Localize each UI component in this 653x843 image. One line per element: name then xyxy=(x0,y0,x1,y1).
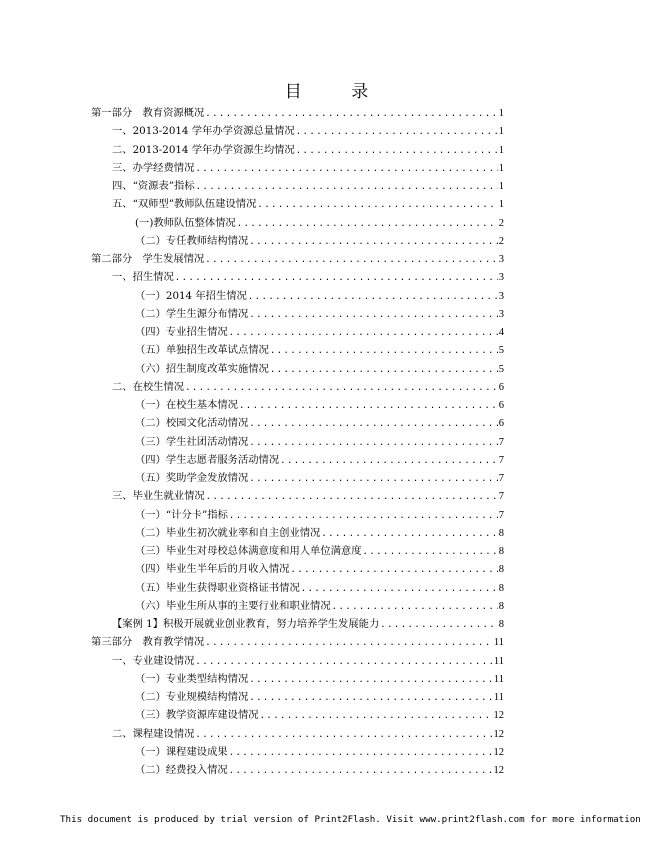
toc-entry-level-2[interactable] xyxy=(91,141,504,159)
toc-dot-leader xyxy=(229,744,493,762)
toc-page-number: 3 xyxy=(498,308,504,320)
toc-page-number: 2 xyxy=(498,235,504,247)
toc-entry-level-3[interactable] xyxy=(91,579,504,597)
toc-page-number: 6 xyxy=(498,418,504,430)
toc-page-number: 4 xyxy=(498,327,504,338)
toc-dot-leader xyxy=(175,269,498,287)
toc-dot-leader xyxy=(205,251,497,269)
toc-page-number: 11 xyxy=(493,692,504,703)
toc-dot-leader xyxy=(206,488,498,506)
toc-entry-label: 第三部分 教育教学情况 xyxy=(91,636,205,649)
toc-page-number: 7 xyxy=(498,454,504,466)
toc-page-number: 8 xyxy=(498,619,504,630)
toc-page-number: 1 xyxy=(498,199,504,211)
toc-entry-label: 【案例 1】积极开展就业创业教育，努力培养学生发展能力 xyxy=(112,618,380,630)
toc-entry-label: 二、课程建设情况 xyxy=(112,727,195,740)
toc-page-number: 5 xyxy=(498,363,504,375)
toc-dot-leader xyxy=(301,580,498,598)
toc-dot-leader xyxy=(205,105,497,123)
toc-page-number: 3 xyxy=(498,254,504,265)
toc-entry-label: （五）毕业生获得职业资格证书情况 xyxy=(135,581,300,594)
toc-page-number: 1 xyxy=(498,181,504,192)
toc-page-number: 1 xyxy=(498,126,504,138)
toc-dot-leader xyxy=(248,288,498,306)
toc-entry-level-2[interactable] xyxy=(91,122,504,140)
toc-page-number: 8 xyxy=(498,546,504,557)
toc-entry-level-3[interactable] xyxy=(91,597,504,615)
toc-dot-leader xyxy=(380,616,498,634)
toc-dot-leader xyxy=(229,507,498,525)
toc-entry-level-3[interactable] xyxy=(91,670,504,688)
toc-dot-leader xyxy=(257,196,497,214)
toc-entry-level-3[interactable] xyxy=(91,214,504,232)
toc-dot-leader xyxy=(249,689,493,707)
toc-entry-level-3[interactable] xyxy=(91,706,504,724)
toc-entry-level-3[interactable] xyxy=(91,451,504,469)
toc-entry-label: （一）“计分卡”指标 xyxy=(135,508,228,521)
toc-entry-label: （一）专业类型结构情况 xyxy=(135,672,249,685)
toc-dot-leader xyxy=(249,671,493,689)
toc-entry-label: （三）学生社团活动情况 xyxy=(135,435,249,448)
toc-entry-label: （三）毕业生对母校总体满意度和用人单位满意度 xyxy=(135,545,362,557)
toc-page-number: 12 xyxy=(493,710,504,722)
toc-entry-label: （二）学生生源分布情况 xyxy=(135,307,249,320)
toc-dot-leader xyxy=(270,342,498,360)
toc-entry-label: 三、办学经费情况 xyxy=(112,161,195,174)
toc-page-number: 6 xyxy=(498,381,504,393)
toc-entry-level-3[interactable] xyxy=(91,761,504,779)
toc-entry-level-1[interactable] xyxy=(91,104,504,122)
toc-page-number: 11 xyxy=(493,655,504,667)
toc-page-number: 12 xyxy=(493,728,504,740)
toc-dot-leader xyxy=(185,379,498,397)
toc-dot-leader xyxy=(332,598,498,616)
toc-page-number: 11 xyxy=(493,673,504,685)
toc-page-number: 7 xyxy=(498,436,504,448)
toc-entry-label: （四）毕业生半年后的月收入情况 xyxy=(135,563,290,576)
toc-dot-leader xyxy=(321,525,497,543)
toc-entry-level-2[interactable] xyxy=(91,652,504,670)
trial-watermark-footer: This document is produced by trial version of Print2Flash. Visit www.print2flash.com for more information xyxy=(60,814,641,825)
toc-page-number: 1 xyxy=(498,144,504,156)
table-of-contents xyxy=(91,104,504,779)
toc-page-number: 8 xyxy=(498,564,504,576)
toc-entry-level-2[interactable] xyxy=(91,195,504,213)
toc-entry-level-1[interactable] xyxy=(91,250,504,268)
toc-entry-label: 第一部分 教育资源概况 xyxy=(91,107,205,119)
toc-entry-level-3[interactable] xyxy=(91,688,504,706)
toc-page-number: 12 xyxy=(493,765,504,776)
toc-entry-level-2[interactable] xyxy=(91,725,504,743)
toc-dot-leader xyxy=(195,726,492,744)
toc-dot-leader xyxy=(229,324,498,342)
toc-entry-label: 第二部分 学生发展情况 xyxy=(91,253,205,265)
toc-dot-leader xyxy=(296,123,498,141)
toc-entry-level-3[interactable] xyxy=(91,469,504,487)
page-title: 目 录 xyxy=(284,82,391,102)
toc-page-number: 1 xyxy=(498,108,504,119)
toc-dot-leader xyxy=(249,434,497,452)
toc-entry-label: （四）学生志愿者服务活动情况 xyxy=(135,453,280,466)
toc-dot-leader xyxy=(249,415,497,433)
toc-dot-leader xyxy=(237,215,498,233)
toc-entry-label: （一）2014 年招生情况 xyxy=(135,289,247,302)
toc-entry-label: （六）招生制度改革实施情况 xyxy=(135,362,269,375)
toc-entry-label: 三、毕业生就业情况 xyxy=(112,490,205,503)
toc-entry-level-3[interactable] xyxy=(91,414,504,432)
toc-entry-label: （六）毕业生所从事的主要行业和职业情况 xyxy=(135,599,331,612)
toc-entry-level-2[interactable] xyxy=(91,378,504,396)
toc-entry-label: 四、“资源表”指标 xyxy=(112,180,195,192)
toc-dot-leader xyxy=(229,762,493,780)
toc-entry-level-3[interactable] xyxy=(91,232,504,250)
toc-page-number: 12 xyxy=(493,746,504,758)
toc-entry-level-3[interactable] xyxy=(91,287,504,305)
toc-dot-leader xyxy=(280,452,498,470)
toc-dot-leader xyxy=(249,233,497,251)
toc-entry-level-3[interactable] xyxy=(91,360,504,378)
toc-entry-level-3[interactable] xyxy=(91,323,504,341)
toc-dot-leader xyxy=(239,397,498,415)
toc-page-number: 6 xyxy=(498,400,504,411)
toc-entry-label: （二）经费投入情况 xyxy=(135,764,228,776)
toc-dot-leader xyxy=(260,707,493,725)
toc-entry-level-2[interactable] xyxy=(91,159,504,177)
toc-entry-label: (一)教师队伍整体情况 xyxy=(135,216,236,229)
toc-entry-label: 一、招生情况 xyxy=(112,271,174,284)
toc-page-number: 7 xyxy=(498,473,504,484)
toc-entry-label: （二）校园文化活动情况 xyxy=(135,417,249,430)
toc-page-number: 7 xyxy=(498,509,504,521)
toc-dot-leader xyxy=(196,178,498,196)
toc-dot-leader xyxy=(296,142,498,160)
toc-entry-label: （一）课程建设成果 xyxy=(135,745,228,758)
toc-entry-level-1[interactable] xyxy=(91,633,504,651)
toc-entry-label: 一、2013-2014 学年办学资源总量情况 xyxy=(112,125,295,138)
toc-entry-label: 二、2013-2014 学年办学资源生均情况 xyxy=(112,143,295,156)
toc-dot-leader xyxy=(249,470,497,488)
toc-dot-leader xyxy=(195,653,493,671)
toc-entry-level-3[interactable] xyxy=(91,305,504,323)
toc-entry-level-3[interactable] xyxy=(91,396,504,414)
toc-dot-leader xyxy=(195,160,497,178)
toc-case-entry[interactable] xyxy=(91,615,504,633)
toc-entry-level-3[interactable] xyxy=(91,506,504,524)
toc-entry-level-2[interactable] xyxy=(91,268,504,286)
toc-entry-level-3[interactable] xyxy=(91,542,504,560)
toc-entry-label: 一、专业建设情况 xyxy=(112,654,195,667)
toc-dot-leader xyxy=(270,361,498,379)
toc-entry-label: 二、在校生情况 xyxy=(112,380,185,393)
toc-page-number: 3 xyxy=(498,272,504,284)
toc-page-number: 11 xyxy=(493,637,504,649)
toc-entry-label: （二）专业规模结构情况 xyxy=(135,691,249,703)
toc-entry-level-2[interactable] xyxy=(91,487,504,505)
toc-entry-label: （五）奖助学金发放情况 xyxy=(135,472,249,484)
toc-page-number: 8 xyxy=(498,582,504,594)
toc-page-number: 1 xyxy=(498,162,504,174)
toc-entry-label: （二）毕业生初次就业率和自主创业情况 xyxy=(135,526,321,539)
toc-page-number: 7 xyxy=(498,491,504,503)
toc-dot-leader xyxy=(249,306,497,324)
toc-entry-level-3[interactable] xyxy=(91,560,504,578)
toc-entry-level-3[interactable] xyxy=(91,341,504,359)
toc-page-number: 3 xyxy=(498,290,504,302)
toc-entry-label: （一）在校生基本情况 xyxy=(135,399,238,411)
toc-dot-leader xyxy=(205,634,493,652)
toc-dot-leader xyxy=(290,561,497,579)
toc-page-number: 8 xyxy=(498,527,504,539)
toc-dot-leader xyxy=(363,543,498,561)
toc-page-number: 5 xyxy=(498,345,504,357)
toc-entry-label: 五、“双师型”教师队伍建设情况 xyxy=(112,198,257,211)
toc-page-number: 2 xyxy=(498,217,504,229)
toc-entry-label: （五）单独招生改革试点情况 xyxy=(135,344,269,357)
toc-entry-level-2[interactable] xyxy=(91,177,504,195)
toc-entry-level-3[interactable] xyxy=(91,743,504,761)
toc-entry-label: （四）专业招生情况 xyxy=(135,326,228,338)
toc-entry-label: （三）教学资源库建设情况 xyxy=(135,709,259,722)
toc-entry-label: （二）专任教师结构情况 xyxy=(135,234,249,247)
toc-entry-level-3[interactable] xyxy=(91,524,504,542)
toc-entry-level-3[interactable] xyxy=(91,433,504,451)
toc-page-number: 8 xyxy=(498,600,504,612)
